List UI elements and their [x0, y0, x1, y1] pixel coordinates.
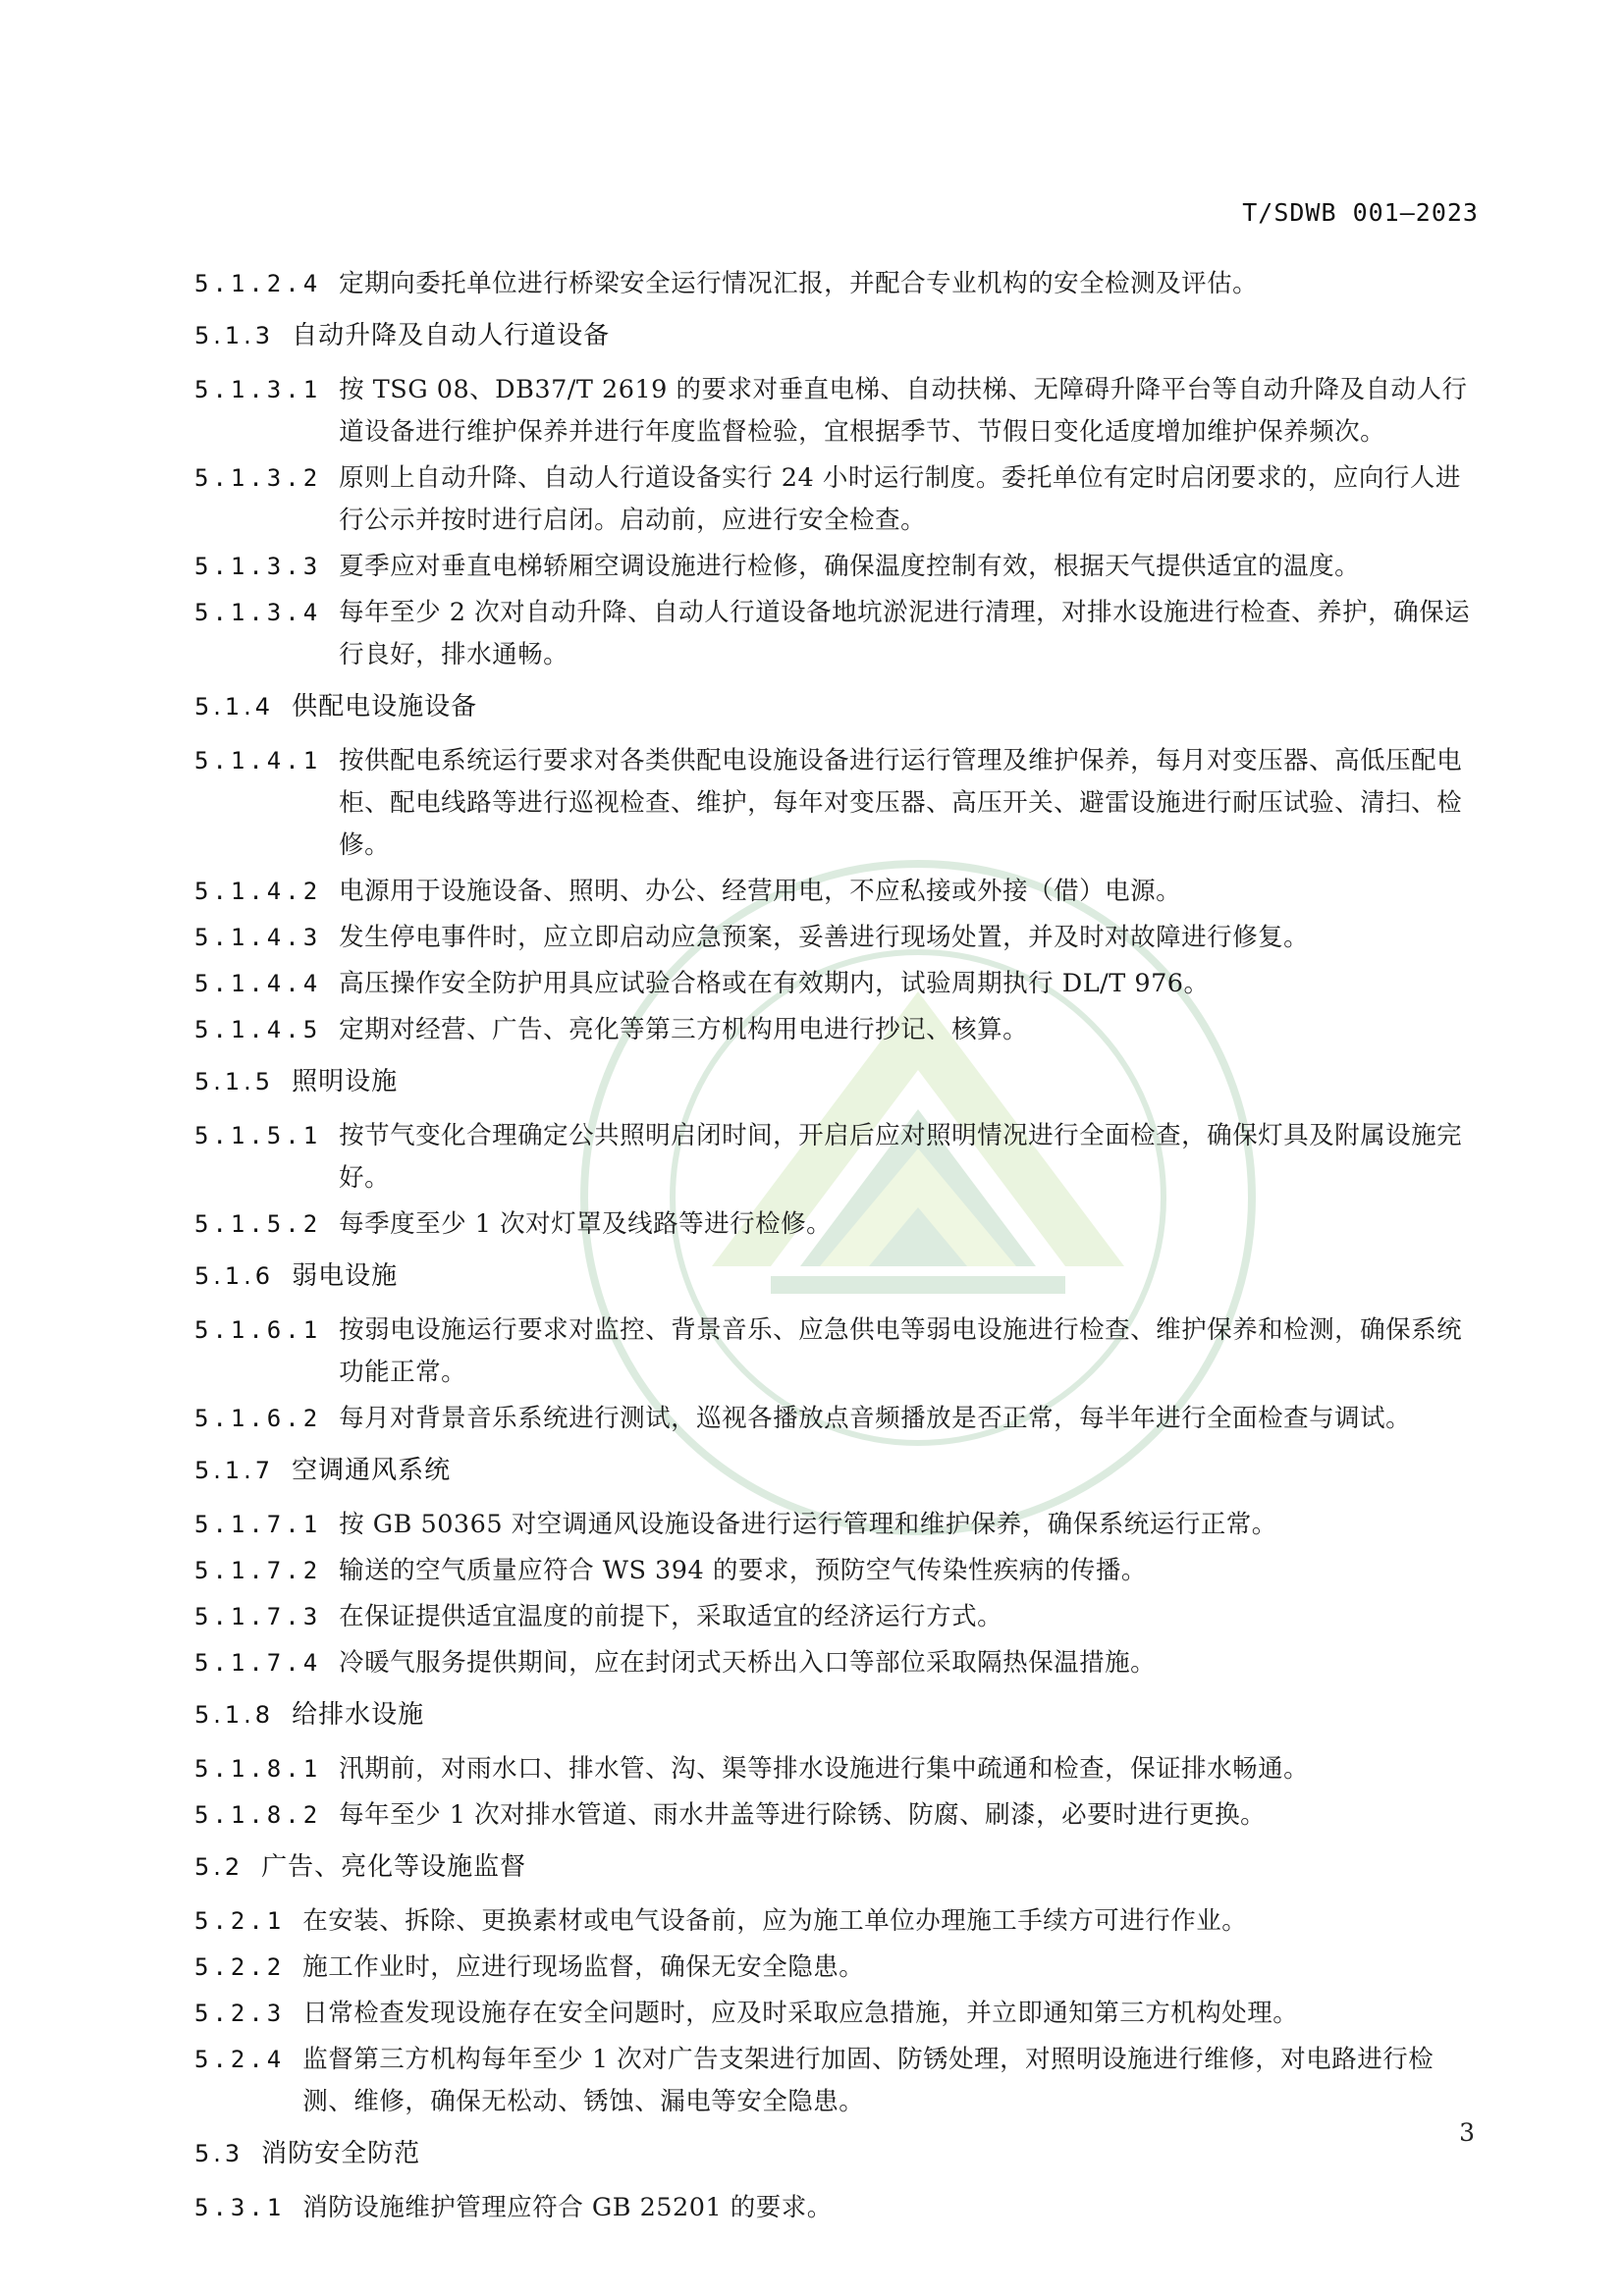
clause-number: 5.1.3.3 — [194, 553, 322, 580]
clause-text: 电源用于设施设备、照明、办公、经营用电，不应私接或外接（借）电源。 — [339, 877, 1182, 906]
section-heading — [194, 1694, 1477, 1736]
section-title: 供配电设施设备 — [292, 692, 478, 721]
clause-paragraph — [194, 1550, 1477, 1592]
clause-paragraph — [194, 1900, 1477, 1943]
section-heading — [194, 1846, 1477, 1889]
clause-number: 5.3.1 — [194, 2194, 286, 2221]
clause-paragraph — [194, 1642, 1477, 1684]
section-heading — [194, 686, 1477, 728]
clause-text: 每季度至少 1 次对灯罩及线路等进行检修。 — [339, 1209, 833, 1239]
section-heading — [194, 315, 1477, 357]
section-title: 广告、亮化等设施监督 — [261, 1852, 527, 1882]
clause-number: 5.1.7.3 — [194, 1603, 322, 1630]
clause-number: 5.1.6.1 — [194, 1316, 322, 1344]
section-title: 弱电设施 — [292, 1261, 399, 1291]
clause-number: 5.1.7.1 — [194, 1511, 322, 1538]
clause-number: 5.1.5.2 — [194, 1210, 322, 1238]
clause-paragraph — [194, 263, 1477, 305]
clause-number: 5.1.3.2 — [194, 464, 322, 492]
clause-text: 汛期前，对雨水口、排水管、沟、渠等排水设施进行集中疏通和检查，保证排水畅通。 — [339, 1754, 1310, 1784]
section-title: 空调通风系统 — [292, 1456, 452, 1485]
clause-text: 按 TSG 08、DB37/T 2619 的要求对垂直电梯、自动扶梯、无障碍升降平台等自动升降及自动人行道设备进行维护保养并进行年度监督检验，宜根据季节、节假日变化适度增加维护保养频次。 — [339, 375, 1468, 447]
clause-text: 消防设施维护管理应符合 GB 25201 的要求。 — [302, 2193, 833, 2222]
clause-paragraph — [194, 1203, 1477, 1246]
clause-paragraph — [194, 592, 1477, 676]
clause-text: 输送的空气质量应符合 WS 394 的要求，预防空气传染性疾病的传播。 — [339, 1556, 1147, 1585]
section-heading — [194, 1061, 1477, 1103]
clause-text: 监督第三方机构每年至少 1 次对广告支架进行加固、防锈处理，对照明设施进行维修，对电路进行检测、维修，确保无松动、锈蚀、漏电等安全隐患。 — [302, 2045, 1435, 2116]
clause-paragraph — [194, 1993, 1477, 2035]
clause-number: 5.2.4 — [194, 2046, 286, 2073]
clause-paragraph — [194, 369, 1477, 454]
clause-paragraph — [194, 1748, 1477, 1790]
clause-number: 5.1.5.1 — [194, 1122, 322, 1149]
clause-text: 每月对背景音乐系统进行测试，巡视各播放点音频播放是否正常，每半年进行全面检查与调试。 — [339, 1404, 1412, 1433]
section-number: 5.1.5 — [194, 1068, 275, 1095]
section-title: 自动升降及自动人行道设备 — [292, 321, 611, 350]
section-heading — [194, 1255, 1477, 1298]
clause-number: 5.1.4.4 — [194, 970, 322, 997]
document-code: T/SDWB 001—2023 — [1242, 198, 1479, 227]
clause-paragraph — [194, 1115, 1477, 1200]
section-heading — [194, 1450, 1477, 1492]
section-number: 5.1.6 — [194, 1262, 275, 1290]
clause-number: 5.1.7.4 — [194, 1649, 322, 1677]
clause-number: 5.2.2 — [194, 1953, 286, 1981]
clause-number: 5.1.4.1 — [194, 747, 322, 774]
clause-text: 冷暖气服务提供期间，应在封闭式天桥出入口等部位采取隔热保温措施。 — [339, 1648, 1157, 1678]
clause-text: 按弱电设施运行要求对监控、背景音乐、应急供电等弱电设施进行检查、维护保养和检测，确保系统功能正常。 — [339, 1315, 1463, 1387]
clause-number: 5.1.3.1 — [194, 376, 322, 403]
clause-text: 定期对经营、广告、亮化等第三方机构用电进行抄记、核算。 — [339, 1015, 1029, 1044]
clause-text: 高压操作安全防护用具应试验合格或在有效期内，试验周期执行 DL/T 976。 — [339, 969, 1210, 998]
clause-text: 每年至少 1 次对排水管道、雨水井盖等进行除锈、防腐、刷漆，必要时进行更换。 — [339, 1800, 1267, 1830]
clause-paragraph — [194, 546, 1477, 588]
clause-text: 按 GB 50365 对空调通风设施设备进行运行管理和维护保养，确保系统运行正常。 — [339, 1510, 1277, 1539]
clause-text: 夏季应对垂直电梯轿厢空调设施进行检修，确保温度控制有效，根据天气提供适宜的温度。 — [339, 552, 1361, 581]
clause-paragraph — [194, 963, 1477, 1005]
clause-paragraph — [194, 1504, 1477, 1546]
section-title: 给排水设施 — [292, 1700, 425, 1730]
section-number: 5.1.4 — [194, 693, 275, 721]
clause-paragraph — [194, 1309, 1477, 1394]
clause-text: 发生停电事件时，应立即启动应急预案，妥善进行现场处置，并及时对故障进行修复。 — [339, 923, 1310, 952]
section-title: 消防安全防范 — [261, 2139, 421, 2168]
section-number: 5.1.3 — [194, 322, 275, 349]
clause-number: 5.2.1 — [194, 1907, 286, 1935]
clause-paragraph — [194, 1947, 1477, 1989]
clause-number: 5.1.4.2 — [194, 878, 322, 905]
clause-number: 5.2.3 — [194, 2000, 286, 2027]
section-heading — [194, 2133, 1477, 2175]
clause-number: 5.1.8.1 — [194, 1755, 322, 1783]
section-number: 5.1.8 — [194, 1701, 275, 1729]
clause-number: 5.1.6.2 — [194, 1405, 322, 1432]
clause-paragraph — [194, 1009, 1477, 1051]
clause-number: 5.1.4.5 — [194, 1016, 322, 1043]
clause-text: 在安装、拆除、更换素材或电气设备前，应为施工单位办理施工手续方可进行作业。 — [302, 1906, 1248, 1936]
clause-paragraph — [194, 871, 1477, 913]
section-number: 5.3 — [194, 2140, 244, 2167]
clause-paragraph — [194, 1794, 1477, 1837]
clause-number: 5.1.2.4 — [194, 270, 322, 297]
clause-paragraph — [194, 1398, 1477, 1440]
clause-text: 按供配电系统运行要求对各类供配电设施设备进行运行管理及维护保养，每月对变压器、高低压配电柜、配电线路等进行巡视检查、维护，每年对变压器、高压开关、避雷设施进行耐压试验、清扫、检修。 — [339, 746, 1463, 860]
clause-paragraph — [194, 2039, 1477, 2123]
clause-paragraph — [194, 917, 1477, 959]
section-number: 5.1.7 — [194, 1457, 275, 1484]
clause-number: 5.1.7.2 — [194, 1557, 322, 1584]
clause-text: 施工作业时，应进行现场监督，确保无安全隐患。 — [302, 1952, 865, 1982]
clause-paragraph — [194, 1596, 1477, 1638]
clause-paragraph — [194, 740, 1477, 867]
clause-paragraph — [194, 2187, 1477, 2229]
clause-text: 在保证提供适宜温度的前提下，采取适宜的经济运行方式。 — [339, 1602, 1003, 1631]
document-body — [194, 263, 1477, 2233]
page-number: 3 — [1459, 2118, 1475, 2147]
clause-text: 每年至少 2 次对自动升降、自动人行道设备地坑淤泥进行清理，对排水设施进行检查、养护，确保运行良好，排水通畅。 — [339, 598, 1471, 669]
clause-text: 定期向委托单位进行桥梁安全运行情况汇报，并配合专业机构的安全检测及评估。 — [339, 269, 1259, 298]
clause-text: 按节气变化合理确定公共照明启闭时间，开启后应对照明情况进行全面检查，确保灯具及附属设施完好。 — [339, 1121, 1463, 1193]
section-number: 5.2 — [194, 1853, 244, 1881]
clause-text: 日常检查发现设施存在安全问题时，应及时采取应急措施，并立即通知第三方机构处理。 — [302, 1999, 1299, 2028]
clause-text: 原则上自动升降、自动人行道设备实行 24 小时运行制度。委托单位有定时启闭要求的，应向行人进行公示并按时进行启闭。启动前，应进行安全检查。 — [339, 463, 1461, 535]
clause-number: 5.1.4.3 — [194, 924, 322, 951]
clause-number: 5.1.8.2 — [194, 1801, 322, 1829]
section-title: 照明设施 — [292, 1067, 399, 1096]
clause-paragraph — [194, 457, 1477, 542]
clause-number: 5.1.3.4 — [194, 599, 322, 626]
